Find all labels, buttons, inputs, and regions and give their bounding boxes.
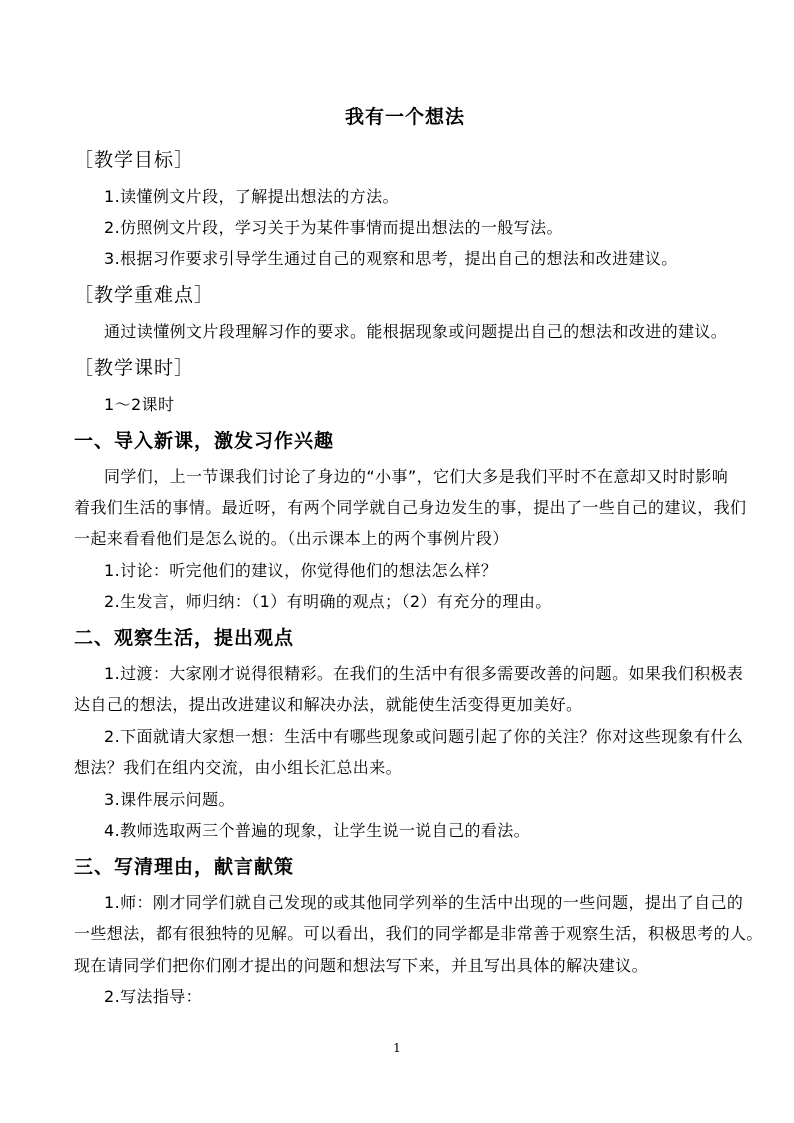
objective-1: 1.读懂例文片段，了解提出想法的方法。	[104, 187, 399, 206]
section-2-item-3: 3.课件展示问题。	[104, 790, 235, 809]
section-2-item-1-line: 1.过渡：大家刚才说得很精彩。在我们的生活中有很多需要改善的问题。如果我们积极表	[104, 664, 744, 683]
section-1-item-2: 2.生发言，师归纳：（1）有明确的观点；（2）有充分的理由。	[104, 592, 552, 611]
section-2-item-2-line: 想法？我们在组内交流，由小组长汇总出来。	[74, 758, 403, 777]
section-1-para-line: 同学们，上一节课我们讨论了身边的“小事”，它们大多是我们平时不在意却又时时影响	[104, 467, 729, 486]
section-2-item-4: 4.教师选取两三个普遍的现象，让学生说一说自己的看法。	[104, 821, 531, 840]
section-1-item-1: 1.讨论：听完他们的建议，你觉得他们的想法怎么样？	[104, 561, 498, 580]
heading-key-points: ［教学重难点］	[74, 284, 215, 306]
section-2-item-2-line: 2.下面就请大家想一想：生活中有哪些现象或问题引起了你的关注？你对这些现象有什么	[104, 727, 744, 746]
page-number: 1	[393, 1041, 401, 1055]
section-3-item-1-line: 1.师：刚才同学们就自己发现的或其他同学列举的生活中出现的一些问题，提出了自己的	[104, 893, 744, 912]
section-3-heading: 三、写清理由，献言献策	[74, 856, 295, 878]
objective-2: 2.仿照例文片段，学习关于为某件事情而提出想法的一般写法。	[104, 218, 563, 237]
section-3-item-2: 2.写法指导：	[104, 987, 203, 1006]
key-points-text: 通过读懂例文片段理解习作的要求。能根据现象或问题提出自己的想法和改进的建议。	[104, 322, 728, 341]
section-1-heading: 一、导入新课，激发习作兴趣	[74, 430, 335, 452]
objective-3: 3.根据习作要求引导学生通过自己的观察和思考，提出自己的想法和改进建议。	[104, 249, 678, 268]
class-hours-text: 1～2课时	[104, 395, 175, 414]
section-3-item-1-line: 现在请同学们把你们刚才提出的问题和想法写下来，并且写出具体的解决建议。	[74, 956, 649, 975]
section-1-para-line: 一起来看看他们是怎么说的。（出示课本上的两个事例片段）	[74, 529, 509, 548]
section-2-heading: 二、观察生活，提出观点	[74, 627, 295, 649]
heading-objectives: ［教学目标］	[74, 149, 195, 171]
section-1-para-line: 着我们生活的事情。最近呀，有两个同学就自己身边发生的事，提出了一些自己的建议，我们	[74, 498, 747, 517]
section-2-item-1-line: 达自己的想法，提出改进建议和解决办法，就能使生活变得更加美好。	[74, 695, 583, 714]
heading-class-hours: ［教学课时］	[74, 357, 195, 379]
document-title: 我有一个想法	[344, 106, 465, 128]
section-3-item-1-line: 一些想法，都有很独特的见解。可以看出，我们的同学都是非常善于观察生活，积极思考的人。	[74, 924, 763, 943]
